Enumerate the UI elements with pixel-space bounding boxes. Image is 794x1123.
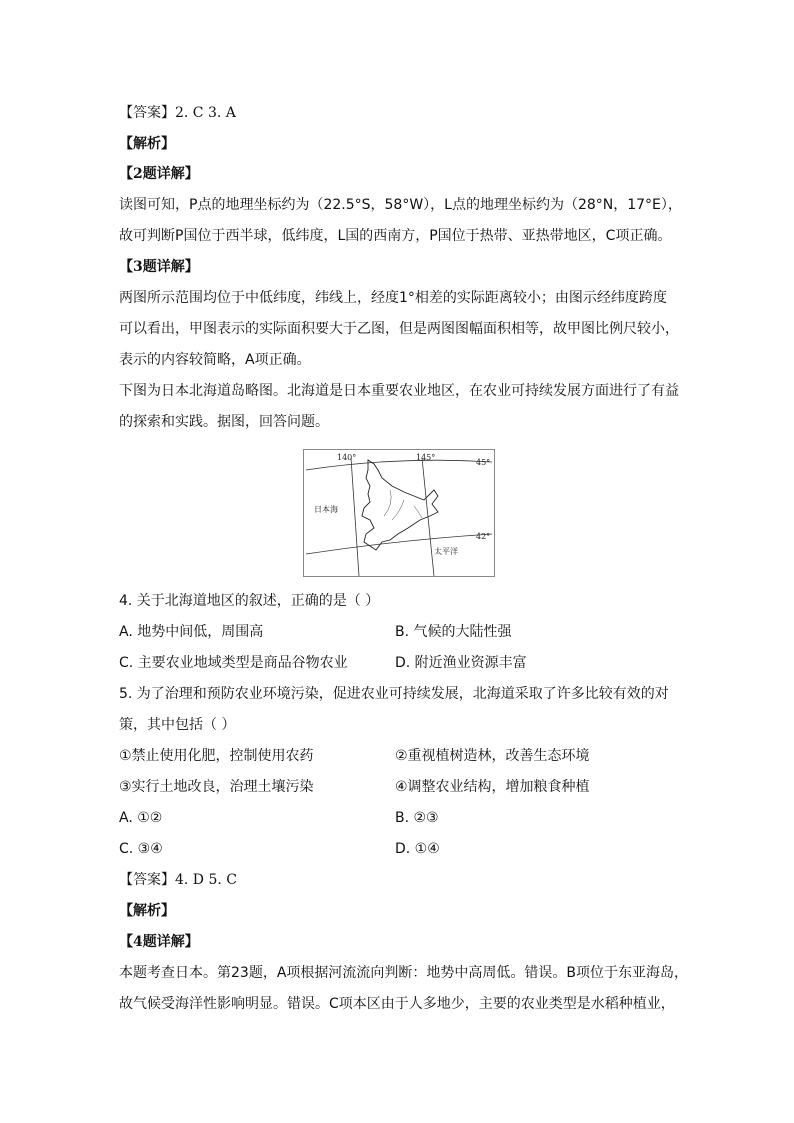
- q5-option-a: A. ①②: [119, 810, 163, 826]
- lon-145-label: 145°: [416, 453, 436, 462]
- analysis-heading-2: 【解析】: [119, 903, 175, 919]
- q5-option-b: B. ②③: [395, 810, 439, 826]
- sea-of-japan-label: 日本海: [314, 505, 338, 514]
- q4-option-a: A. 地势中间低，周围高: [119, 624, 264, 640]
- q5-stem-line-1: 5. 为了治理和预防农业环境污染，促进农业可持续发展，北海道采取了许多比较有效的对: [119, 686, 669, 702]
- intro-line-2: 的探索和实践。据图，回答问题。: [119, 414, 329, 430]
- q3-detail-line-3: 表示的内容较简略，A项正确。: [119, 352, 311, 368]
- q3-detail-line-2: 可以看出，甲图表示的实际面积要大于乙图，但是两图图幅面积相等，故甲图比例尺较小，: [119, 321, 679, 337]
- q4-option-b: B. 气候的大陆性强: [395, 624, 512, 640]
- pacific-ocean-label: 太平洋: [434, 547, 458, 556]
- q5-statement-4: ④调整农业结构，增加粮食种植: [395, 779, 590, 795]
- lat-45-label: 45°: [476, 458, 491, 467]
- q5-stem-line-2: 策，其中包括（ ）: [119, 717, 236, 733]
- lon-140-label: 140°: [337, 453, 357, 462]
- q4-detail-line-1: 本题考查日本。第23题，A项根据河流流向判断：地势中高周低。错误。B项位于东亚海岛，: [119, 965, 688, 981]
- answer-line-2: 【答案】4. D 5. C: [119, 872, 238, 888]
- q2-detail-heading: 【2题详解】: [119, 166, 199, 182]
- lat-42-label: 42°: [476, 532, 491, 541]
- q4-stem: 4. 关于北海道地区的叙述，正确的是（ ）: [119, 593, 380, 609]
- q4-option-c: C. 主要农业地域类型是商品谷物农业: [119, 655, 348, 671]
- q3-detail-line-1: 两图所示范围均位于中低纬度，纬线上，经度1°相差的实际距离较小；由图示经纬度跨度: [119, 290, 667, 306]
- q2-detail-line-2: 故可判断P国位于西半球，低纬度，L国的西南方，P国位于热带、亚热带地区，C项正确。: [119, 228, 672, 244]
- q4-option-d: D. 附近渔业资源丰富: [395, 655, 527, 671]
- q5-option-d: D. ①④: [395, 841, 440, 857]
- q5-option-c: C. ③④: [119, 841, 163, 857]
- intro-line-1: 下图为日本北海道岛略图。北海道是日本重要农业地区，在农业可持续发展方面进行了有益: [119, 383, 679, 399]
- q3-detail-heading: 【3题详解】: [119, 259, 199, 275]
- q2-detail-line-1: 读图可知，P点的地理坐标约为（22.5°S，58°W），L点的地理坐标约为（28°N，17°E），: [119, 197, 682, 213]
- answer-line-1: 【答案】2. C 3. A: [119, 105, 236, 121]
- q4-detail-line-2: 故气候受海洋性影响明显。错误。C项本区由于人多地少，主要的农业类型是水稻种植业，: [119, 996, 675, 1012]
- q5-statement-2: ②重视植树造林，改善生态环境: [395, 748, 590, 764]
- q5-statement-1: ①禁止使用化肥，控制使用农药: [119, 748, 314, 764]
- hokkaido-map: [303, 449, 495, 577]
- analysis-heading-1: 【解析】: [119, 136, 175, 152]
- q4-detail-heading: 【4题详解】: [119, 934, 199, 950]
- q5-statement-3: ③实行土地改良，治理土壤污染: [119, 779, 314, 795]
